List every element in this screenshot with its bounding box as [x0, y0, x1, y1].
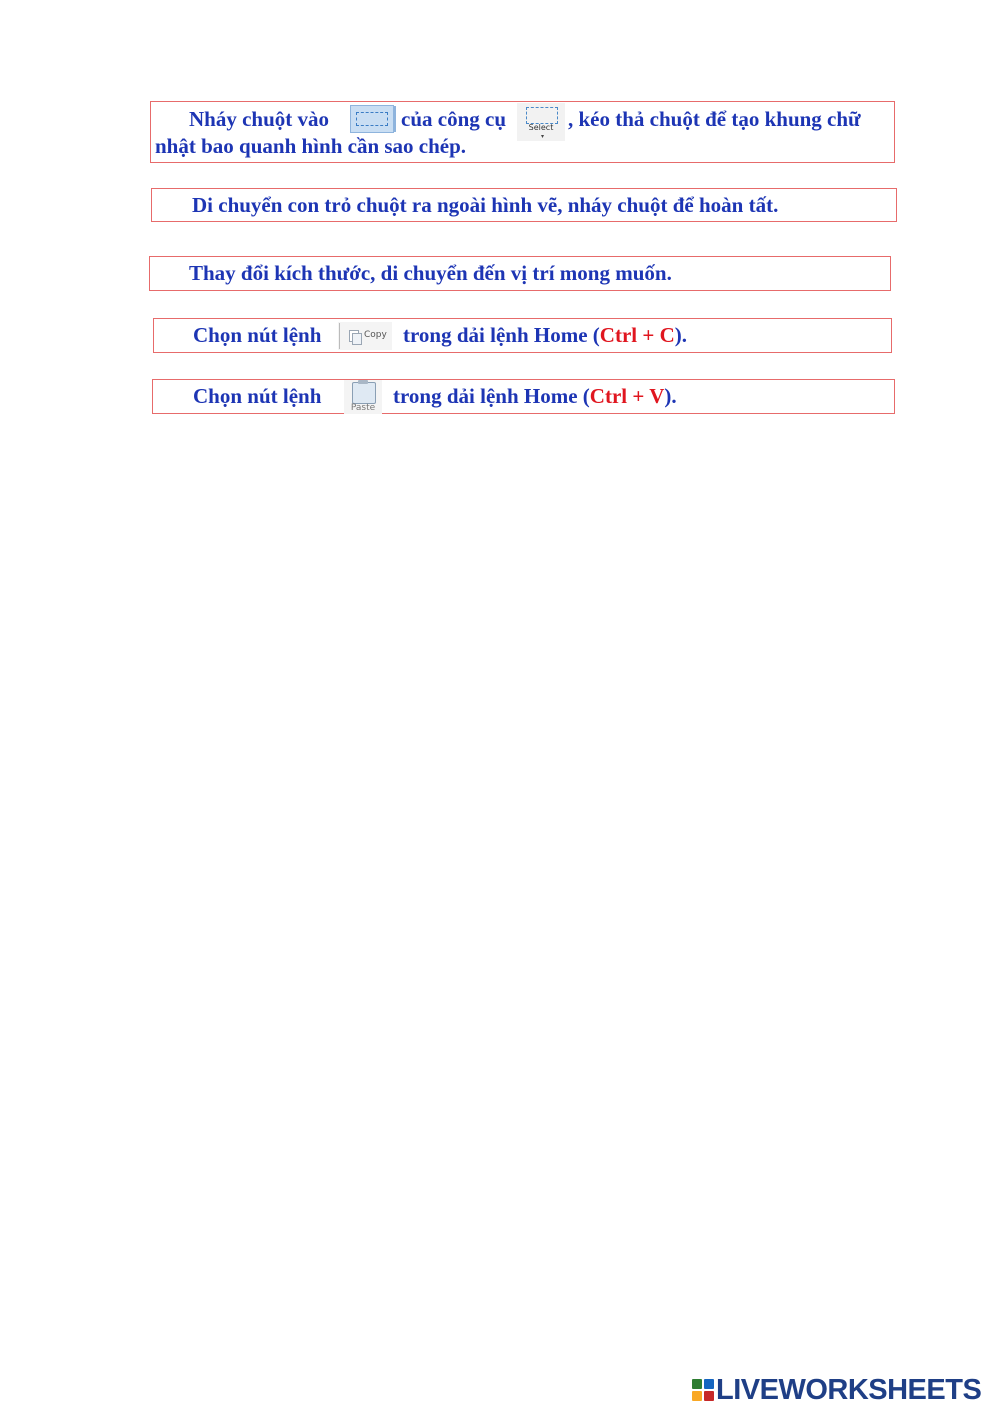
select-tool-label: Select [528, 123, 554, 132]
step-1-text-line2: nhật bao quanh hình cần sao chép. [155, 134, 467, 158]
step-5-suffix: ). [664, 384, 677, 408]
step-5-prefix: Chọn nút lệnh [193, 384, 322, 408]
logo-square-3 [692, 1391, 702, 1401]
logo-square-4 [704, 1391, 714, 1401]
step-1-text-c: , kéo thả chuột để tạo khung chữ [568, 107, 861, 131]
step-1-text-a: Nháy chuột vào [189, 107, 330, 131]
paste-icon [344, 380, 382, 414]
step-2-box [151, 188, 897, 222]
paste-shortcut: Ctrl + V [589, 384, 665, 408]
select-tool-icon: Select ▾ [517, 103, 565, 141]
step-5-middle: trong dải lệnh Home ( [393, 384, 590, 408]
brand-name: LIVEWORKSHEETS [716, 1374, 982, 1406]
logo-square-2 [704, 1379, 714, 1389]
step-5-box [152, 379, 895, 414]
selection-area-icon [350, 105, 394, 133]
step-4-middle: trong dải lệnh Home ( [403, 323, 600, 347]
liveworksheets-logo [692, 1374, 981, 1406]
logo-square-1 [692, 1379, 702, 1389]
step-3-box [149, 256, 891, 291]
step-2-text: Di chuyển con trỏ chuột ra ngoài hình vẽ, nháy chuột để hoàn tất. [192, 193, 779, 217]
step-4-prefix: Chọn nút lệnh [193, 323, 322, 347]
step-1-box [150, 101, 895, 163]
step-5-text [393, 383, 677, 410]
step-4-text [403, 322, 687, 349]
paste-icon-label: Paste [350, 403, 376, 413]
step-4-box [153, 318, 892, 353]
copy-icon [338, 322, 392, 350]
step-1-text-b: của công cụ [401, 107, 506, 131]
copy-icon-label: Copy [364, 330, 387, 340]
copy-shortcut: Ctrl + C [599, 323, 675, 347]
step-4-suffix: ). [674, 323, 687, 347]
logo-mark-icon [692, 1379, 714, 1401]
step-3-text: Thay đổi kích thước, di chuyển đến vị trí mong muốn. [189, 261, 672, 285]
